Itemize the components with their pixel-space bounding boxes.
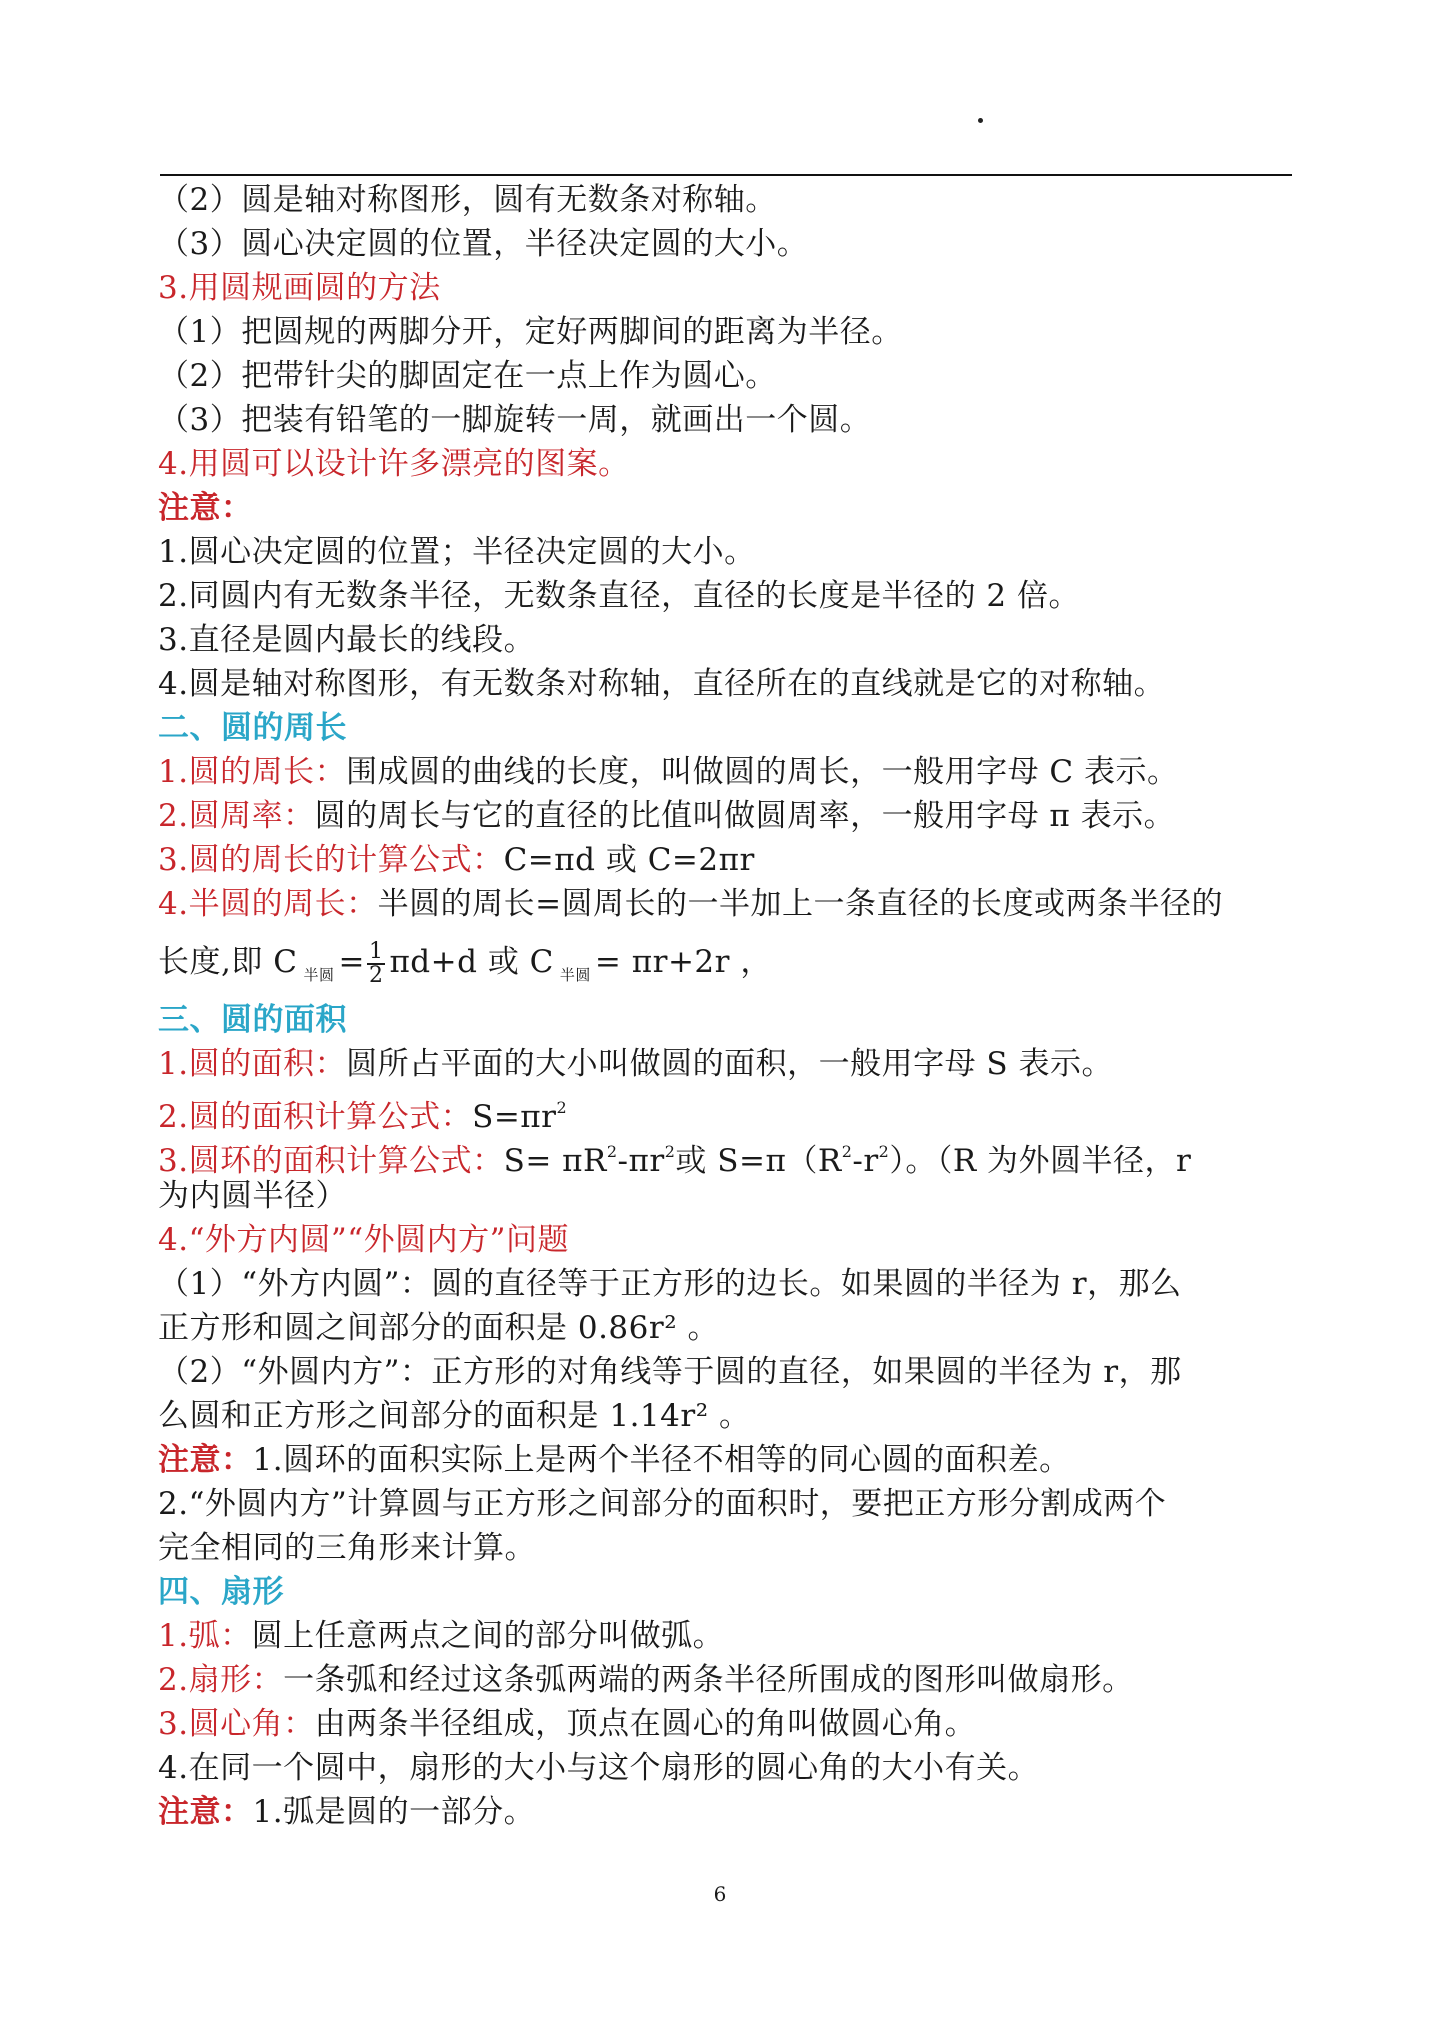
formula: C=πd 或 C=2πr [503,842,755,878]
definition-line [158,838,1298,882]
formula-part: -πr [617,1143,665,1179]
fraction-numerator: 1 [368,938,384,964]
term-text: 半圆的周长=圆周长的一半加上一条直径的长度或两条半径的 [377,886,1224,922]
content [158,178,1298,1834]
term-text: 圆上任意两点之间的部分叫做弧。 [251,1618,725,1654]
term-label: 1.弧： [158,1618,252,1654]
chapter-heading: 二、圆的周长 [158,710,347,746]
text-line: （1）把圆规的两脚分开，定好两脚间的距离为半径。 [158,314,903,350]
note-text: 1.圆环的面积实际上是两个半径不相等的同心圆的面积差。 [252,1442,1071,1478]
formula-part: πd+d 或 C [389,944,554,980]
formula-line [158,926,1298,998]
note-text: 1.弧是圆的一部分。 [252,1794,536,1830]
text-line: 为内圆半径） [158,1178,347,1214]
superscript: 2 [556,1098,568,1117]
formula-part: 长度,即 C [158,944,298,980]
term-label: 3.圆心角： [158,1706,315,1742]
formula-part: = πr+2r ， [594,944,772,980]
text-line: 1.圆心决定圆的位置；半径决定圆的大小。 [158,534,756,570]
text-line: （3）圆心决定圆的位置，半径决定圆的大小。 [158,226,809,262]
text-line: 么圆和正方形之间部分的面积是 1.14r² 。 [158,1398,751,1434]
term-label: 2.扇形： [158,1662,284,1698]
note-line [158,1790,1298,1834]
term-label: 3.圆环的面积计算公式： [158,1143,504,1179]
definition-line [158,794,1298,838]
term-text: 一条弧和经过这条弧两端的两条半径所围成的图形叫做扇形。 [283,1662,1134,1698]
formula-part: ）。（R 为外圆半径，r [889,1143,1192,1179]
note-line [158,1438,1298,1482]
term-text: 围成圆的曲线的长度，叫做圆的周长，一般用字母 C 表示。 [346,754,1179,790]
superscript: 2 [878,1142,890,1161]
term-label: 1.圆的面积： [158,1046,347,1082]
formula-part: S= πR [503,1143,607,1179]
definition-line [158,1130,1298,1179]
text-line: （2）“外圆内方”：正方形的对角线等于圆的直径，如果圆的半径为 r，那 [158,1354,1182,1390]
header-dot [978,118,983,123]
term-label: 2.圆周率： [158,798,315,834]
definition-line [158,882,1298,926]
term-text: 圆的周长与它的直径的比值叫做圆周率，一般用字母 π 表示。 [314,798,1176,834]
header-rule [160,174,1292,176]
term-label: 3.圆的周长的计算公式： [158,842,504,878]
term-label: 4.半圆的周长： [158,886,378,922]
text-line: 2.同圆内有无数条半径，无数条直径，直径的长度是半径的 2 倍。 [158,578,1081,614]
text-line: 正方形和圆之间部分的面积是 0.86r² 。 [158,1310,719,1346]
term-text: 由两条半径组成，顶点在圆心的角叫做圆心角。 [314,1706,977,1742]
term-label: 1.圆的周长： [158,754,347,790]
definition-line [158,1658,1298,1702]
text-line: 4.圆是轴对称图形，有无数条对称轴，直径所在的直线就是它的对称轴。 [158,666,1166,702]
fraction [367,938,386,988]
text-line: （3）把装有铅笔的一脚旋转一周，就画出一个圆。 [158,402,872,438]
formula-part: 或 S=π（R [675,1143,842,1179]
section-heading: 3.用圆规画圆的方法 [158,270,441,306]
formula-part: = [338,944,365,980]
superscript: 2 [664,1142,676,1161]
text-line: （2）圆是轴对称图形，圆有无数条对称轴。 [158,182,777,218]
text-line: 2.“外圆内方”计算圆与正方形之间部分的面积时，要把正方形分割成两个 [158,1486,1167,1522]
definition-line [158,1614,1298,1658]
subscript: 半圆 [303,966,335,984]
superscript: 2 [841,1142,853,1161]
chapter-heading: 四、扇形 [158,1574,284,1610]
text-line: （1）“外方内圆”：圆的直径等于正方形的边长。如果圆的半径为 r，那么 [158,1266,1182,1302]
subscript: 半圆 [559,966,591,984]
definition-line [158,750,1298,794]
section-heading: 4.用圆可以设计许多漂亮的图案。 [158,446,630,482]
note-label: 注意： [158,1794,253,1830]
page-number: 6 [713,1882,727,1906]
chapter-heading: 三、圆的面积 [158,1002,347,1038]
fraction-denominator: 2 [368,962,384,988]
text-line: （2）把带针尖的脚固定在一点上作为圆心。 [158,358,777,394]
note-label: 注意： [158,1442,253,1478]
note-label: 注意： [158,490,253,526]
term-text: 圆所占平面的大小叫做圆的面积，一般用字母 S 表示。 [346,1046,1114,1082]
text-line: 完全相同的三角形来计算。 [158,1530,536,1566]
section-heading: 4.“外方内圆”“外圆内方”问题 [158,1222,569,1258]
definition-line [158,1702,1298,1746]
text-line: 3.直径是圆内最长的线段。 [158,622,536,658]
definition-line [158,1086,1298,1135]
text-line: 4.在同一个圆中，扇形的大小与这个扇形的圆心角的大小有关。 [158,1750,1040,1786]
term-label: 2.圆的面积计算公式： [158,1099,473,1135]
superscript: 2 [606,1142,618,1161]
formula: S=πr [472,1099,557,1135]
formula-part: -r [852,1143,879,1179]
definition-line [158,1042,1298,1086]
